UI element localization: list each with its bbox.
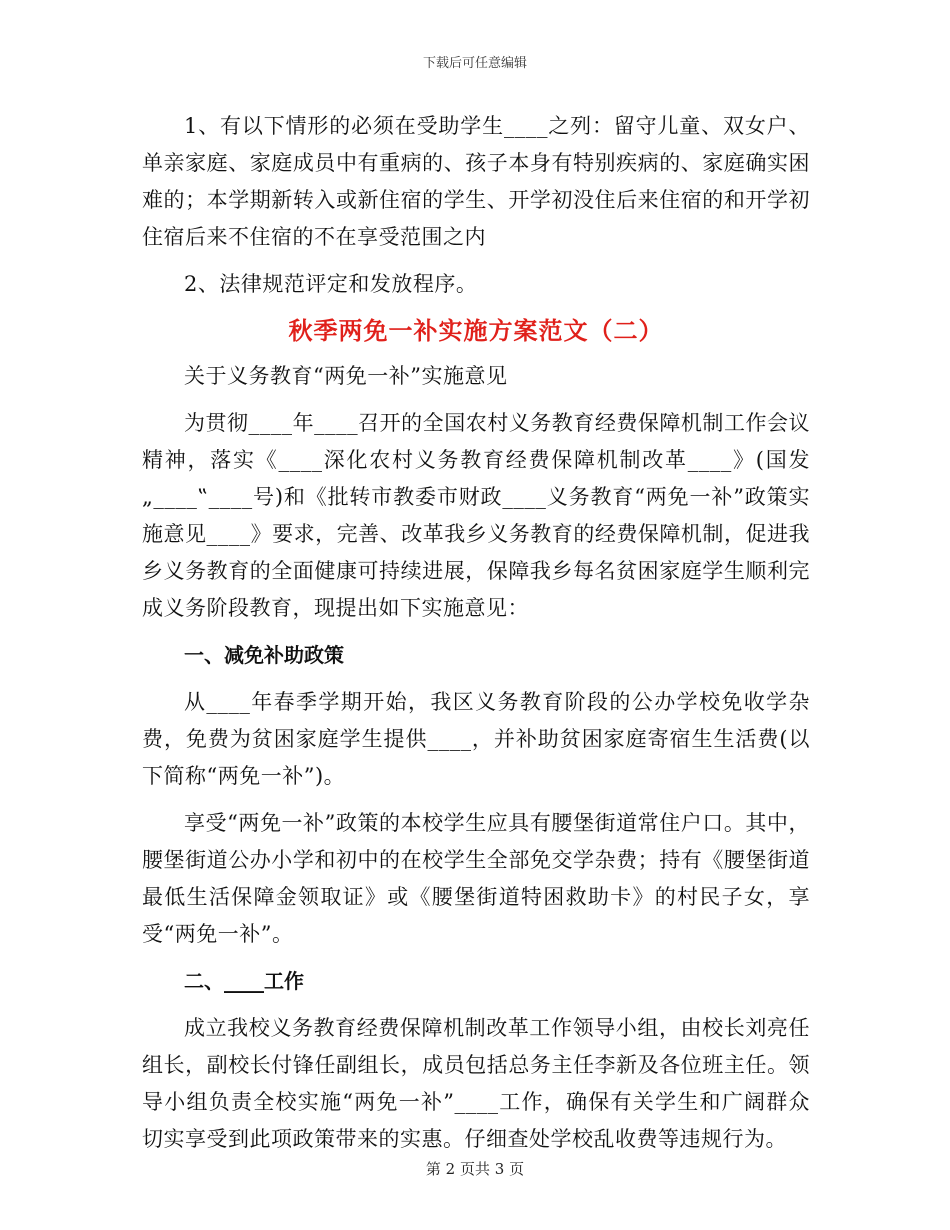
- section-title: 秋季两免一补实施方案范文（二）: [288, 317, 664, 345]
- page-header: 下载后可任意编辑: [422, 56, 527, 71]
- page-footer: 第 2 页共 3 页: [425, 1160, 525, 1178]
- intro-subtitle: 关于义务教育“两免一补”实施意见: [184, 364, 508, 388]
- paragraph-item-2: 2、法律规范评定和发放程序。: [184, 272, 478, 296]
- intro-paragraph: 为贯彻____年____召开的全国农村义务教育经费保障机制工作会议精神，落实《____深化农村义务教育经费保障机制改革____》(国发„____‟____号)和《批转市教委市财政____义务教育“两免一补”政策实施意见____》要求，完善、改革我乡义务教育的经费保障机制，促进我乡义务教育的全面健康可持续进展，保障我乡每名贫困家庭学生顺利完成义务阶段教育，现提出如下实施意见：: [142, 411, 810, 620]
- document-body: [142, 108, 810, 1168]
- section-heading-2: 二、____工作: [184, 969, 304, 993]
- section2-paragraph-1: 成立我校义务教育经费保障机制改革工作领导小组，由校长刘亮任组长，副校长付锋任副组长，成员包括总务主任李新及各位班主任。领导小组负责全校实施“两免一补”____工作，确保有关学生和广阔群众切实享受到此项政策带来的实惠。仔细查处学校乱收费等违规行为。: [142, 1016, 810, 1151]
- section1-paragraph-2: 享受“两免一补”政策的本校学生应具有腰堡街道常住户口。其中，腰堡街道公办小学和初中的在校学生全部免交学杂费；持有《腰堡街道最低生活保障金领取证》或《腰堡街道特困救助卡》的村民子女，享受“两免一补”。: [142, 811, 810, 946]
- section1-paragraph-1: 从____年春季学期开始，我区义务教育阶段的公办学校免收学杂费，免费为贫困家庭学生提供____，并补助贫困家庭寄宿生生活费(以下简称“两免一补”)。: [142, 690, 810, 788]
- section-heading-1: 一、减免补助政策: [184, 643, 344, 667]
- paragraph-item-1: 1、有以下情形的必须在受助学生____之列：留守儿童、双女户、单亲家庭、家庭成员中有重病的、孩子本身有特别疾病的、家庭确实困难的；本学期新转入或新住宿的学生、开学初没住后来住宿的和开学初住宿后来不住宿的不在享受范围之内: [142, 114, 810, 249]
